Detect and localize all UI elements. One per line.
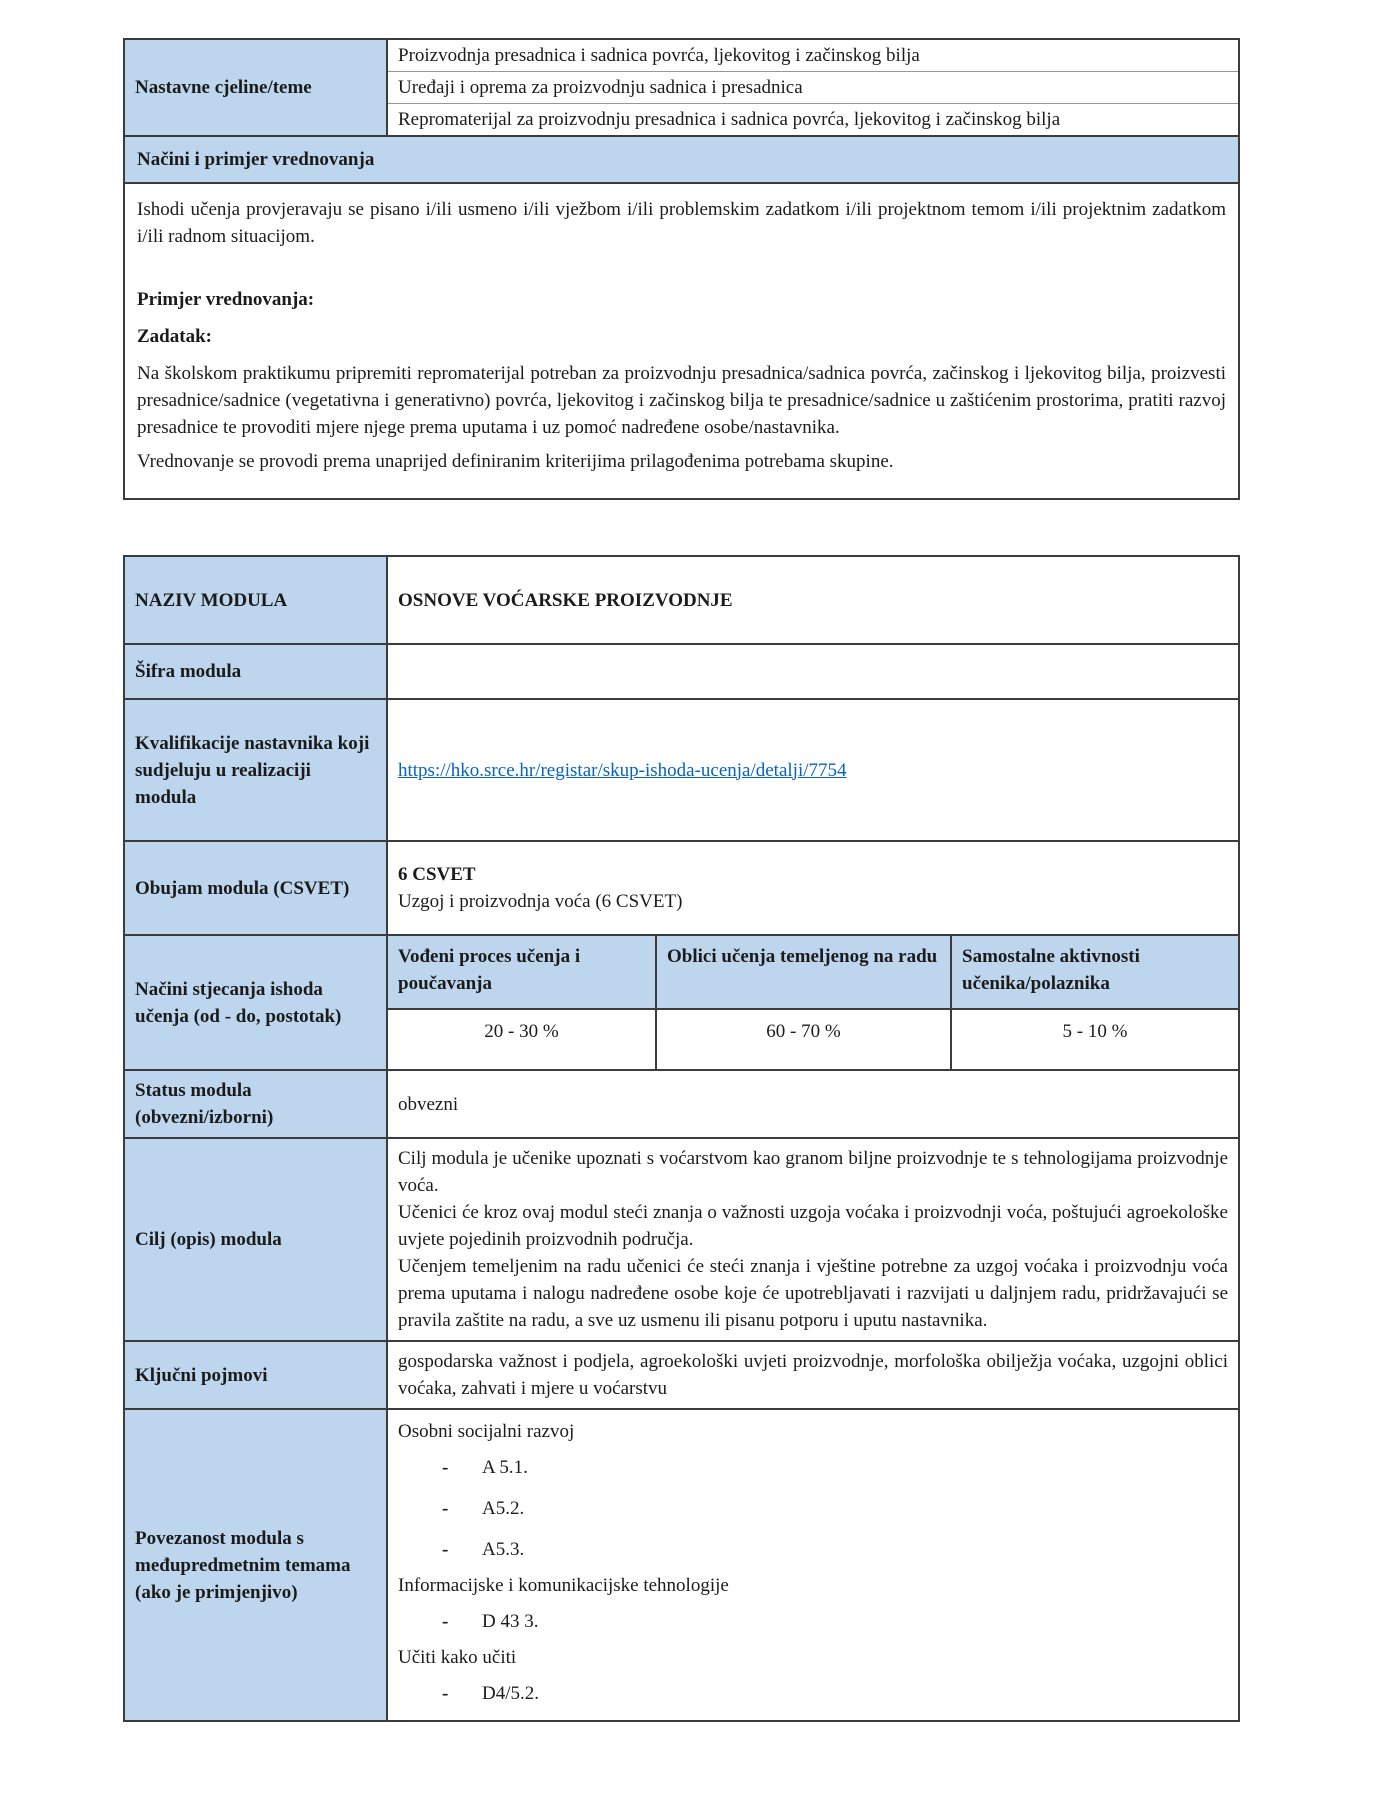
nacini-column-value: 5 - 10 % xyxy=(950,1010,1238,1069)
row-povezanost-modula xyxy=(125,1408,1238,1720)
cilj-paragraph: Učenici će kroz ovaj modul steći znanja o važnosti uzgoja voćaka i proizvodnji voća, poštujući agroekološke uvjete pojedinih proizvodnih područja. xyxy=(398,1202,1228,1250)
row-nastavne-cjeline xyxy=(125,40,1238,135)
dash-bullet-icon: - xyxy=(442,1498,449,1519)
obujam-csvet-value: 6 CSVET xyxy=(398,864,476,885)
document-content xyxy=(123,38,1240,1722)
row-naziv-modula xyxy=(125,557,1238,643)
povezanost-bullet-text: D4/5.2. xyxy=(482,1683,539,1704)
povezanost-group-heading: Učiti kako učiti xyxy=(398,1647,517,1668)
row-nacini-stjecanja xyxy=(125,934,1238,1069)
obujam-description: Uzgoj i proizvodnja voća (6 CSVET) xyxy=(398,891,683,912)
vrednovanje-section-header: Načini i primjer vrednovanja xyxy=(125,135,1238,182)
povezanost-bullet-text: A5.2. xyxy=(482,1498,525,1519)
povezanost-bullet-item xyxy=(442,1454,1228,1481)
module-table xyxy=(123,555,1240,1722)
kvalifikacije-label: Kvalifikacije nastavnika koji sudjeluju u realizaciji modula xyxy=(125,700,388,840)
povezanost-bullet-text: D 43 3. xyxy=(482,1611,539,1632)
row-kljucni-pojmovi xyxy=(125,1340,1238,1408)
row-obujam-modula xyxy=(125,840,1238,934)
povezanost-bullet-item xyxy=(442,1495,1228,1522)
naziv-modula-label: NAZIV MODULA xyxy=(125,557,388,643)
povezanost-bullet-item xyxy=(442,1536,1228,1563)
zadatak-paragraph: Na školskom praktikumu pripremiti repromaterijal potreban za proizvodnju presadnica/sadnica povrća, začinskog i ljekovitog bilja, proizvesti presadnice/sadnice (vegetativna i generativno) povrća, ljekovitog i začinskog bilja te presadnice/sadnice u zaštićenim prostorima, pratiti razvoj presadnice te provoditi mjere njege prema uputama i uz pomoć nadređene osobe/nastavnika. xyxy=(137,363,1226,438)
dash-bullet-icon: - xyxy=(442,1457,449,1478)
cilj-modula-value xyxy=(388,1139,1238,1340)
kvalifikacije-value xyxy=(388,700,1238,840)
ishodi-ucenja-paragraph: Ishodi učenja provjeravaju se pisano i/ili usmeno i/ili vježbom i/ili problemskim zadatkom i/ili projektnom temom i/ili projektnim zadatkom i/ili radnom situacijom. xyxy=(137,199,1226,247)
table-spacer xyxy=(123,500,1240,555)
sifra-modula-value xyxy=(388,645,1238,698)
povezanost-group-heading: Informacijske i komunikacijske tehnologije xyxy=(398,1575,729,1596)
nacini-column-value: 60 - 70 % xyxy=(655,1010,950,1069)
povezanost-bullet-text: A5.3. xyxy=(482,1539,525,1560)
cilj-paragraph: Cilj modula je učenike upoznati s voćarstvom kao granom biljne proizvodnje te s tehnologijama proizvodnje voća. xyxy=(398,1148,1228,1196)
povezanost-group-heading: Osobni socijalni razvoj xyxy=(398,1421,575,1442)
obujam-modula-label: Obujam modula (CSVET) xyxy=(125,842,388,934)
vrednovanje-body xyxy=(125,182,1238,498)
status-modula-value: obvezni xyxy=(398,1093,459,1115)
primjer-vrednovanja-heading: Primjer vrednovanja: xyxy=(137,289,315,310)
nacini-column-header: Oblici učenja temeljenog na radu xyxy=(655,936,950,1010)
row-status-modula xyxy=(125,1069,1238,1137)
cilj-paragraph: Učenjem temeljenim na radu učenici će steći znanja i vještine potrebne za uzgoj voćaka i proizvodnju voća prema uputama i nalogu nadređene osobe koje će upotrebljavati i razvijati u daljnjem radu, pridržavajući se pravila zaštite na radu, a sve uz usmenu ili pisanu potporu i uputu nastavnika. xyxy=(398,1256,1228,1331)
povezanost-label: Povezanost modula s međupredmetnim temama (ako je primjenjivo) xyxy=(125,1410,388,1720)
kljucni-pojmovi-label: Ključni pojmovi xyxy=(125,1342,388,1408)
sifra-modula-label: Šifra modula xyxy=(125,645,388,698)
nastavne-cjeline-items xyxy=(388,40,1238,135)
zadatak-heading: Zadatak: xyxy=(137,326,212,347)
dash-bullet-icon: - xyxy=(442,1539,449,1560)
obujam-modula-value xyxy=(388,842,1238,934)
kljucni-pojmovi-value xyxy=(388,1342,1238,1408)
povezanost-bullet-text: A 5.1. xyxy=(482,1457,528,1478)
povezanost-value xyxy=(388,1410,1238,1720)
kljucni-pojmovi-text: gospodarska važnost i podjela, agroekološki uvjeti proizvodnje, morfološka obilježja voćaka, uzgojni oblici voćaka, zahvati i mjere u voćarstvu xyxy=(398,1351,1228,1399)
naziv-modula-value: OSNOVE VOĆARSKE PROIZVODNJE xyxy=(398,589,733,611)
dash-bullet-icon: - xyxy=(442,1611,449,1632)
nastavne-cjeline-table xyxy=(123,38,1240,500)
hko-registar-link[interactable]: https://hko.srce.hr/registar/skup-ishoda-ucenja/detalji/7754 xyxy=(398,759,847,781)
nacini-column-header: Samostalne aktivnosti učenika/polaznika xyxy=(950,936,1238,1010)
nacini-stjecanja-label: Načini stjecanja ishoda učenja (od - do, postotak) xyxy=(125,936,388,1069)
nastavna-cjelina-item: Uređaji i oprema za proizvodnju sadnica i presadnica xyxy=(388,71,1238,103)
nacini-stjecanja-subtable xyxy=(388,936,1238,1069)
nastavna-cjelina-item: Proizvodnja presadnica i sadnica povrća, ljekovitog i začinskog bilja xyxy=(398,45,920,66)
row-cilj-modula xyxy=(125,1137,1238,1340)
nacini-column-value: 20 - 30 % xyxy=(484,1021,559,1042)
cilj-modula-label: Cilj (opis) modula xyxy=(125,1139,388,1340)
nacini-column-header: Vođeni proces učenja i poučavanja xyxy=(388,936,655,1010)
nastavne-cjeline-label: Nastavne cjeline/teme xyxy=(125,40,388,135)
row-sifra-modula xyxy=(125,643,1238,698)
povezanost-bullet-item xyxy=(442,1608,1228,1635)
nastavna-cjelina-item: Repromaterijal za proizvodnju presadnica i sadnica povrća, ljekovitog i začinskog bilja xyxy=(388,103,1238,135)
row-kvalifikacije xyxy=(125,698,1238,840)
status-modula-label: Status modula (obvezni/izborni) xyxy=(125,1071,388,1137)
vrednovanje-kriteriji-paragraph: Vrednovanje se provodi prema unaprijed definiranim kriterijima prilagođenima potrebama skupine. xyxy=(137,451,894,472)
povezanost-bullet-item xyxy=(442,1680,1228,1707)
dash-bullet-icon: - xyxy=(442,1683,449,1704)
